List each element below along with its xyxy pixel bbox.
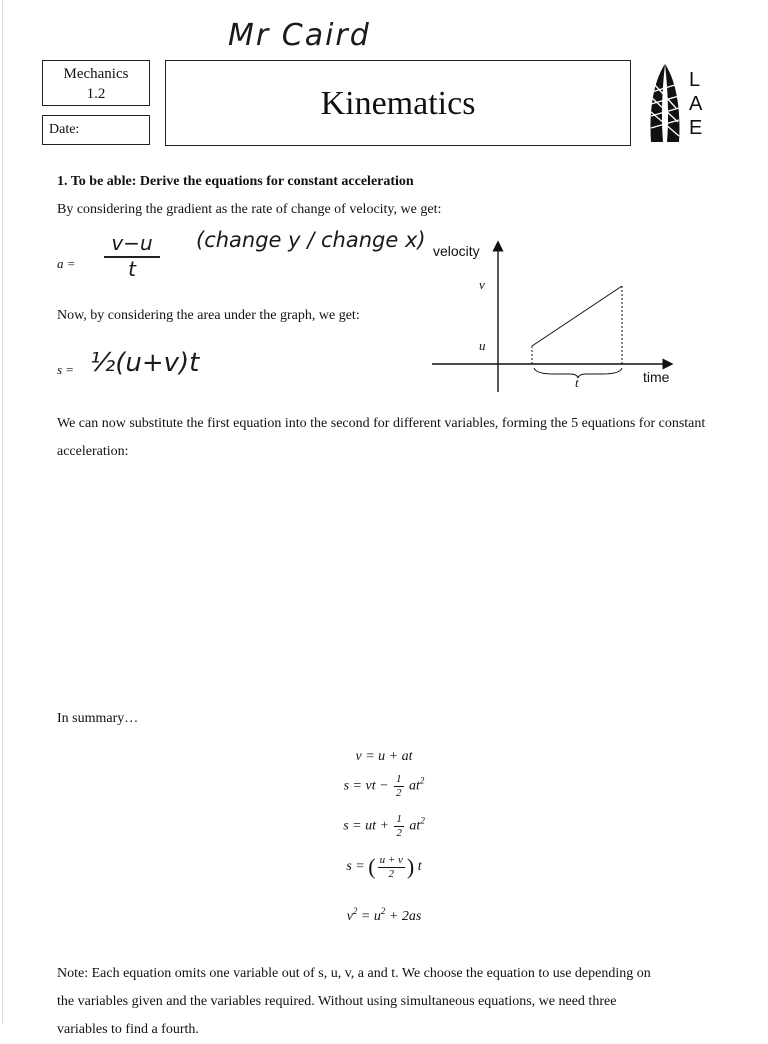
section-number: 1.2 [86,86,106,102]
eq5-v-exponent: 2 [352,906,358,916]
eq3-fraction: $\frac{1}{2}$ [396,813,402,839]
handwritten-gradient-note: (change y / change x) [196,228,426,252]
s-label: s = [57,362,75,377]
u-tick-label: u [479,338,486,353]
handwritten-acceleration: v−u t [104,232,160,280]
eq5-end: + 2as [385,909,422,924]
summary-equations [284,744,484,926]
note-line-3: variables to find a fourth. [57,1022,199,1037]
velocity-time-graph [420,236,690,400]
left-scan-edge [2,0,3,1024]
equation-3 [284,814,484,854]
logo-letter-l: L [689,69,701,91]
logo-letters [689,68,702,140]
school-logo [645,62,705,144]
eq5-mid: = u [357,909,381,924]
logo-letter-e: E [689,117,703,139]
area-text: Now, by considering the area under the graph, we get: [57,308,360,323]
eq3-left: s = ut + [343,818,389,834]
velocity-line [532,286,622,346]
y-axis-label: velocity [433,243,480,259]
eq2-exponent: 2 [419,775,425,786]
note-line-2: the variables given and the variables required. Without using simultaneous equations, we need three [57,994,617,1009]
objective-heading: 1. To be able: Derive the equations for constant acceleration [57,174,414,189]
eq4-left: s = [346,859,365,875]
title-box [165,60,631,146]
note-paragraph [57,960,717,1044]
page-title: Kinematics [320,85,476,122]
subject-label: Mechanics [63,66,129,82]
eq4-right: t [417,859,422,875]
eq2-fraction: $\frac{1}{2}$ [396,773,402,799]
equation-1 [284,744,484,774]
note-line-1: Note: Each equation omits one variable out of s, u, v, a and t. We choose the equation to use depending on [57,966,651,981]
handwritten-teacher-name: Mr Caird [228,18,371,53]
logo-letter-a: A [689,93,703,115]
subject-box [42,60,150,106]
eq3-right: at [409,818,421,834]
t-brace-label: t [575,375,579,390]
eq2-right: at [409,778,420,794]
gradient-text: By considering the gradient as the rate of change of velocity, we get: [57,202,442,217]
equation-2 [284,774,484,814]
eq4-fraction: $\frac{u + v}{2}$ [379,853,403,880]
a-label: a = [57,256,76,271]
handwritten-displacement: ½(u+v)t [90,348,200,378]
x-axis-label: time [643,369,670,385]
equation-4: s = ( $\frac{u + v}{2}$ ) t [346,853,422,880]
eq3-exponent: 2 [420,815,425,826]
substitute-text: We can now substitute the first equation into the second for different variables, forming the 5 equations for constant acceleration: [57,416,706,459]
eq1-text: v = u + at [355,749,413,764]
date-label: Date: [49,122,80,137]
equation-5 [284,896,484,926]
date-box [42,115,150,145]
logo-spire-icon [645,62,685,144]
eq5-u-exponent: 2 [380,906,386,916]
eq2-left: s = vt − [343,778,389,794]
v-tick-label: v [479,277,485,292]
summary-label: In summary… [57,711,139,726]
eq5-v: v [346,909,353,924]
